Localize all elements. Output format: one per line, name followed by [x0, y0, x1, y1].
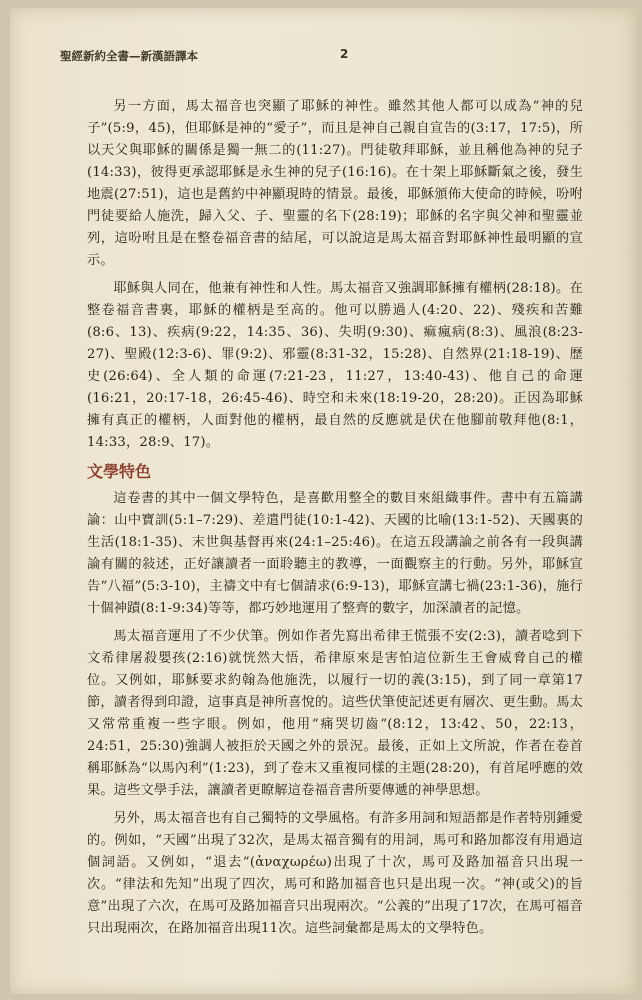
paragraph: 這卷書的其中一個文學特色，是喜歡用整全的數目來組織事件。書中有五篇講論：山中寶訓(5:1–7:29)、差遣門徒(10:1-42)、天國的比喻(13:1-52)、天國裏的生活(18:1-35)、末世與基督再來(24:1–25:46)。在這五段講論之前各有一段與講論有關的敍述，正好讓讀者一面聆聽主的教導，一面觀察主的行動。另外，耶穌宣告“八福”(5:3-10)，主禱文中有七個請求(6:9-13)，耶穌宣講七禍(23:1-36)，施行十個神蹟(8:1-9:34)等等，都巧妙地運用了整齊的數字，加深讀者的記憶。 [87, 491, 583, 616]
paragraph: 耶穌與人同在，他兼有神性和人性。馬太福音又強調耶穌擁有權柄(28:18)。在整卷福音書裏，耶穌的權柄是至高的。他可以勝過人(4:20、22)、殘疾和苦難(8:6、13)、疾病(9:22，14:35、36)、失明(9:30)、痲瘋病(8:3)、風浪(8:23-27)、聖殿(12:3-6)、罪(9:2)、邪靈(8:31-32，15:28)、自然界(21:18-19)、歷史(26:64)、全人類的命運(7:21-23，11:27，13:40-43)、他自己的命運(16:21，20:17-18，26:45-46)、時空和未來(18:19-20，28:20)。正因為耶穌擁有真正的權柄，人面對他的權柄，最自然的反應就是伏在他腳前敬拜他(8:1，14:33，28:9、17)。 [87, 281, 583, 450]
section-literary-features [87, 460, 583, 940]
page-number: 2 [340, 47, 349, 61]
book-title: 聖經新約全書—新漢語譯本 [60, 49, 198, 63]
section-heading: 文學特色 [87, 462, 152, 481]
paragraph: 馬太福音運用了不少伏筆。例如作者先寫出希律王慌張不安(2:3)，讀者唸到下文希律屠殺嬰孩(2:16)就恍然大悟，希律原來是害怕這位新生王會威脅自己的權位。又例如，耶穌要求約翰為他施洗，以履行一切的義(3:15)，到了同一章第17節，讀者得到印證，這事真是神所喜悅的。這些伏筆使記述更有層次、更生動。馬太又常常重複一些字眼。例如，他用“痛哭切齒”(8:12，13:42、50，22:13，24:51，25:30)強調人被拒於天國之外的景況。最後，正如上文所說，作者在卷首稱耶穌為“以馬內利”(1:23)，到了卷末又重複同樣的主題(28:20)，有首尾呼應的效果。這些文學手法，讓讀者更瞭解這卷福音書所要傳遞的神學思想。 [87, 629, 583, 798]
page-header [60, 48, 600, 68]
paragraph: 另外，馬太福音也有自己獨特的文學風格。有許多用詞和短語都是作者特別鍾愛的。例如，“天國”出現了32次，是馬太福音獨有的用詞，馬可和路加都沒有用過這個詞語。又例如，“退去”(ἀναχωρέω)出現了十次，馬可及路加福音只出現一次。“律法和先知”出現了四次，馬可和路加福音也只是出現一次。“神(或父)的旨意”出現了六次，在馬可及路加福音只出現兩次。“公義的”出現了17次，在馬可福音只出現兩次，在路加福音出現11次。這些詞彙都是馬太的文學特色。 [87, 811, 583, 936]
paragraph: 另一方面，馬太福音也突顯了耶穌的神性。雖然其他人都可以成為“神的兒子”(5:9，45)，但耶穌是神的“愛子”，而且是神自己親自宣告的(3:17，17:5)，所以天父與耶穌的關係是獨一無二的(11:27)。門徒敬拜耶穌，並且稱他為神的兒子(14:33)，彼得更承認耶穌是永生神的兒子(16:16)。在十架上耶穌斷氣之後，發生地震(27:51)，這也是舊約中神顯現時的情景。最後，耶穌頒佈大使命的時候，吩咐門徒要給人施洗，歸入父、子、聖靈的名下(28:19)；耶穌的名字與父神和聖靈並列，這吩咐且是在整卷福音書的結尾，可以說這是馬太福音對耶穌神性最明顯的宣示。 [87, 99, 583, 268]
section-divinity [87, 96, 583, 454]
page-body [87, 96, 583, 946]
